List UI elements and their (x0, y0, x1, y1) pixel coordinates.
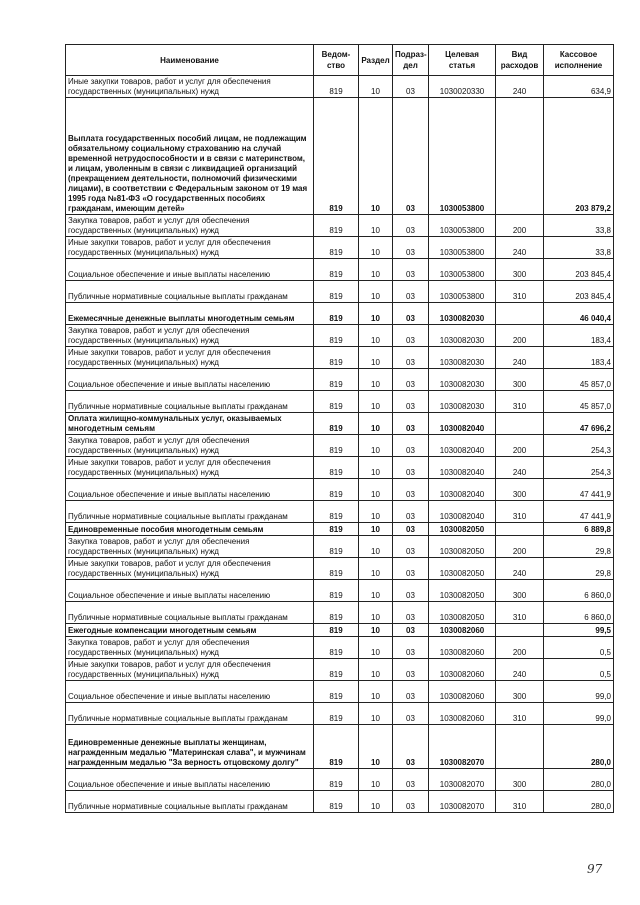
cell-vedomstvo: 819 (314, 624, 359, 637)
cell-name: Выплата государственных пособий лицам, не подлежащим обязательному социальному страхованию на случай временной нетрудоспособности и в связи с материнством, и лицам, уволенным в связи с ликвидацией организаций (прекращением деятельности, полномочий физическими лицами), в соответствии с Федеральным законом от 19 мая 1995 года №81-ФЗ «О государственных пособиях гражданам, имеющим детей» (66, 98, 314, 215)
cell-podrazdel: 03 (393, 281, 429, 303)
cell-podrazdel: 03 (393, 237, 429, 259)
cell-celevaya-statya: 1030082040 (429, 501, 496, 523)
cell-name: Социальное обеспечение и иные выплаты населению (66, 369, 314, 391)
cell-celevaya-statya: 1030082070 (429, 725, 496, 769)
cell-name: Иные закупки товаров, работ и услуг для обеспечения государственных (муниципальных) нужд (66, 237, 314, 259)
cell-celevaya-statya: 1030082060 (429, 624, 496, 637)
table-row (66, 457, 614, 479)
cell-kassovoe-ispolnenie: 183,4 (544, 347, 614, 369)
cell-vedomstvo: 819 (314, 259, 359, 281)
budget-table (65, 44, 614, 813)
cell-vid-rashodov (496, 98, 544, 215)
table-row (66, 215, 614, 237)
cell-razdel: 10 (359, 413, 393, 435)
cell-name: Закупка товаров, работ и услуг для обеспечения государственных (муниципальных) нужд (66, 325, 314, 347)
cell-name: Публичные нормативные социальные выплаты гражданам (66, 281, 314, 303)
header-vid-rashodov: Вид расходов (496, 45, 544, 76)
cell-podrazdel: 03 (393, 602, 429, 624)
cell-vid-rashodov: 240 (496, 76, 544, 98)
cell-razdel: 10 (359, 501, 393, 523)
cell-kassovoe-ispolnenie: 183,4 (544, 325, 614, 347)
cell-podrazdel: 03 (393, 791, 429, 813)
cell-name: Иные закупки товаров, работ и услуг для обеспечения государственных (муниципальных) нужд (66, 76, 314, 98)
cell-vedomstvo: 819 (314, 215, 359, 237)
cell-kassovoe-ispolnenie: 203 879,2 (544, 98, 614, 215)
cell-podrazdel: 03 (393, 303, 429, 325)
cell-podrazdel: 03 (393, 501, 429, 523)
cell-name: Ежемесячные денежные выплаты многодетным семьям (66, 303, 314, 325)
cell-celevaya-statya: 1030082060 (429, 637, 496, 659)
cell-razdel: 10 (359, 681, 393, 703)
cell-podrazdel: 03 (393, 681, 429, 703)
table-row (66, 347, 614, 369)
header-kassovoe-ispolnenie: Кассовое исполнение (544, 45, 614, 76)
table-row (66, 391, 614, 413)
cell-name: Социальное обеспечение и иные выплаты населению (66, 479, 314, 501)
table-row (66, 435, 614, 457)
cell-vedomstvo: 819 (314, 681, 359, 703)
cell-vedomstvo: 819 (314, 501, 359, 523)
cell-vedomstvo: 819 (314, 725, 359, 769)
cell-vedomstvo: 819 (314, 413, 359, 435)
cell-razdel: 10 (359, 558, 393, 580)
cell-vid-rashodov (496, 413, 544, 435)
cell-razdel: 10 (359, 303, 393, 325)
cell-vedomstvo: 819 (314, 703, 359, 725)
cell-kassovoe-ispolnenie: 6 860,0 (544, 580, 614, 602)
cell-name: Единовременные денежные выплаты женщинам, награжденным медалью "Материнская слава", и мужчинам награжденным медалью "За верность отцовскому долгу" (66, 725, 314, 769)
cell-celevaya-statya: 1030053800 (429, 237, 496, 259)
cell-name: Иные закупки товаров, работ и услуг для обеспечения государственных (муниципальных) нужд (66, 347, 314, 369)
cell-kassovoe-ispolnenie: 47 441,9 (544, 479, 614, 501)
cell-vedomstvo: 819 (314, 479, 359, 501)
cell-razdel: 10 (359, 624, 393, 637)
cell-kassovoe-ispolnenie: 6 860,0 (544, 602, 614, 624)
cell-kassovoe-ispolnenie: 99,0 (544, 703, 614, 725)
cell-vedomstvo: 819 (314, 769, 359, 791)
cell-celevaya-statya: 1030082050 (429, 558, 496, 580)
cell-vid-rashodov: 200 (496, 215, 544, 237)
cell-celevaya-statya: 1030082050 (429, 523, 496, 536)
cell-razdel: 10 (359, 602, 393, 624)
cell-vid-rashodov (496, 725, 544, 769)
cell-podrazdel: 03 (393, 725, 429, 769)
cell-vedomstvo: 819 (314, 558, 359, 580)
cell-podrazdel: 03 (393, 413, 429, 435)
cell-vedomstvo: 819 (314, 523, 359, 536)
cell-razdel: 10 (359, 215, 393, 237)
table-row (66, 558, 614, 580)
cell-podrazdel: 03 (393, 703, 429, 725)
header-vedomstvo: Ведом-ство (314, 45, 359, 76)
cell-razdel: 10 (359, 536, 393, 558)
cell-celevaya-statya: 1030082040 (429, 413, 496, 435)
header-celevaya-statya: Целевая статья (429, 45, 496, 76)
cell-celevaya-statya: 1030082030 (429, 347, 496, 369)
cell-vid-rashodov: 240 (496, 659, 544, 681)
cell-razdel: 10 (359, 391, 393, 413)
cell-kassovoe-ispolnenie: 47 441,9 (544, 501, 614, 523)
cell-kassovoe-ispolnenie: 634,9 (544, 76, 614, 98)
cell-vid-rashodov: 300 (496, 259, 544, 281)
table-row (66, 725, 614, 769)
table-row (66, 303, 614, 325)
cell-vedomstvo: 819 (314, 325, 359, 347)
cell-podrazdel: 03 (393, 369, 429, 391)
cell-podrazdel: 03 (393, 558, 429, 580)
cell-vedomstvo: 819 (314, 659, 359, 681)
cell-razdel: 10 (359, 580, 393, 602)
cell-name: Социальное обеспечение и иные выплаты населению (66, 769, 314, 791)
table-row (66, 413, 614, 435)
cell-vid-rashodov: 240 (496, 457, 544, 479)
table-body (66, 76, 614, 813)
cell-celevaya-statya: 1030082030 (429, 303, 496, 325)
cell-razdel: 10 (359, 76, 393, 98)
cell-razdel: 10 (359, 703, 393, 725)
cell-vid-rashodov: 300 (496, 369, 544, 391)
cell-vid-rashodov: 200 (496, 435, 544, 457)
cell-vid-rashodov: 310 (496, 281, 544, 303)
table-row (66, 501, 614, 523)
table-header-row (66, 45, 614, 76)
cell-vid-rashodov: 240 (496, 237, 544, 259)
cell-razdel: 10 (359, 479, 393, 501)
cell-vedomstvo: 819 (314, 281, 359, 303)
cell-razdel: 10 (359, 523, 393, 536)
cell-name: Социальное обеспечение и иные выплаты населению (66, 259, 314, 281)
cell-podrazdel: 03 (393, 325, 429, 347)
cell-celevaya-statya: 1030082040 (429, 479, 496, 501)
cell-kassovoe-ispolnenie: 29,8 (544, 536, 614, 558)
cell-kassovoe-ispolnenie: 45 857,0 (544, 391, 614, 413)
cell-podrazdel: 03 (393, 457, 429, 479)
cell-podrazdel: 03 (393, 536, 429, 558)
table-row (66, 602, 614, 624)
cell-name: Социальное обеспечение и иные выплаты населению (66, 580, 314, 602)
cell-vid-rashodov: 200 (496, 536, 544, 558)
cell-name: Иные закупки товаров, работ и услуг для обеспечения государственных (муниципальных) нужд (66, 558, 314, 580)
cell-vedomstvo: 819 (314, 369, 359, 391)
cell-razdel: 10 (359, 457, 393, 479)
cell-kassovoe-ispolnenie: 0,5 (544, 659, 614, 681)
table-row (66, 523, 614, 536)
table-row (66, 624, 614, 637)
table-row (66, 325, 614, 347)
cell-name: Иные закупки товаров, работ и услуг для обеспечения государственных (муниципальных) нужд (66, 457, 314, 479)
cell-podrazdel: 03 (393, 259, 429, 281)
cell-vid-rashodov: 310 (496, 791, 544, 813)
cell-name: Публичные нормативные социальные выплаты гражданам (66, 703, 314, 725)
cell-podrazdel: 03 (393, 347, 429, 369)
cell-vid-rashodov: 240 (496, 347, 544, 369)
cell-name: Закупка товаров, работ и услуг для обеспечения государственных (муниципальных) нужд (66, 215, 314, 237)
cell-vedomstvo: 819 (314, 637, 359, 659)
cell-celevaya-statya: 1030082040 (429, 457, 496, 479)
table-row (66, 98, 614, 215)
cell-vedomstvo: 819 (314, 580, 359, 602)
cell-vid-rashodov (496, 303, 544, 325)
cell-celevaya-statya: 1030082040 (429, 435, 496, 457)
cell-name: Оплата жилищно-коммунальных услуг, оказываемых многодетным семьям (66, 413, 314, 435)
cell-kassovoe-ispolnenie: 280,0 (544, 769, 614, 791)
cell-vid-rashodov: 310 (496, 602, 544, 624)
header-podrazdel: Подраз-дел (393, 45, 429, 76)
cell-vedomstvo: 819 (314, 457, 359, 479)
cell-name: Закупка товаров, работ и услуг для обеспечения государственных (муниципальных) нужд (66, 435, 314, 457)
cell-podrazdel: 03 (393, 215, 429, 237)
table-row (66, 681, 614, 703)
cell-podrazdel: 03 (393, 76, 429, 98)
cell-podrazdel: 03 (393, 479, 429, 501)
cell-celevaya-statya: 1030053800 (429, 259, 496, 281)
cell-razdel: 10 (359, 325, 393, 347)
cell-podrazdel: 03 (393, 624, 429, 637)
cell-vedomstvo: 819 (314, 303, 359, 325)
cell-kassovoe-ispolnenie: 254,3 (544, 457, 614, 479)
cell-vid-rashodov: 310 (496, 501, 544, 523)
cell-vid-rashodov: 300 (496, 681, 544, 703)
cell-podrazdel: 03 (393, 580, 429, 602)
cell-vid-rashodov: 200 (496, 637, 544, 659)
cell-vedomstvo: 819 (314, 98, 359, 215)
cell-vid-rashodov: 300 (496, 479, 544, 501)
cell-razdel: 10 (359, 347, 393, 369)
cell-vedomstvo: 819 (314, 76, 359, 98)
cell-vedomstvo: 819 (314, 435, 359, 457)
header-name: Наименование (66, 45, 314, 76)
cell-celevaya-statya: 1030082060 (429, 659, 496, 681)
cell-vedomstvo: 819 (314, 237, 359, 259)
cell-razdel: 10 (359, 435, 393, 457)
cell-vedomstvo: 819 (314, 791, 359, 813)
cell-vid-rashodov: 300 (496, 769, 544, 791)
page-number: 97 (587, 862, 603, 876)
table-row (66, 703, 614, 725)
cell-celevaya-statya: 1030053800 (429, 281, 496, 303)
cell-razdel: 10 (359, 369, 393, 391)
cell-celevaya-statya: 1030082060 (429, 703, 496, 725)
header-razdel: Раздел (359, 45, 393, 76)
cell-razdel: 10 (359, 281, 393, 303)
cell-name: Иные закупки товаров, работ и услуг для обеспечения государственных (муниципальных) нужд (66, 659, 314, 681)
cell-vid-rashodov: 200 (496, 325, 544, 347)
cell-kassovoe-ispolnenie: 280,0 (544, 791, 614, 813)
cell-name: Единовременные пособия многодетным семьям (66, 523, 314, 536)
cell-vedomstvo: 819 (314, 391, 359, 413)
cell-razdel: 10 (359, 791, 393, 813)
cell-vid-rashodov: 310 (496, 391, 544, 413)
table-row (66, 281, 614, 303)
cell-vid-rashodov: 310 (496, 703, 544, 725)
cell-kassovoe-ispolnenie: 29,8 (544, 558, 614, 580)
cell-celevaya-statya: 1030082070 (429, 769, 496, 791)
cell-celevaya-statya: 1030082070 (429, 791, 496, 813)
cell-razdel: 10 (359, 98, 393, 215)
cell-razdel: 10 (359, 725, 393, 769)
cell-name: Социальное обеспечение и иные выплаты населению (66, 681, 314, 703)
table-row (66, 791, 614, 813)
cell-celevaya-statya: 1030082060 (429, 681, 496, 703)
cell-kassovoe-ispolnenie: 203 845,4 (544, 281, 614, 303)
table-row (66, 369, 614, 391)
cell-podrazdel: 03 (393, 637, 429, 659)
cell-vid-rashodov (496, 523, 544, 536)
cell-vedomstvo: 819 (314, 347, 359, 369)
cell-kassovoe-ispolnenie: 33,8 (544, 215, 614, 237)
cell-celevaya-statya: 1030082050 (429, 602, 496, 624)
cell-kassovoe-ispolnenie: 203 845,4 (544, 259, 614, 281)
cell-name: Публичные нормативные социальные выплаты гражданам (66, 391, 314, 413)
cell-razdel: 10 (359, 659, 393, 681)
cell-celevaya-statya: 1030053800 (429, 215, 496, 237)
cell-kassovoe-ispolnenie: 99,5 (544, 624, 614, 637)
cell-celevaya-statya: 1030082050 (429, 580, 496, 602)
cell-kassovoe-ispolnenie: 99,0 (544, 681, 614, 703)
cell-podrazdel: 03 (393, 435, 429, 457)
cell-name: Ежегодные компенсации многодетным семьям (66, 624, 314, 637)
cell-name: Закупка товаров, работ и услуг для обеспечения государственных (муниципальных) нужд (66, 536, 314, 558)
table-row (66, 580, 614, 602)
cell-razdel: 10 (359, 259, 393, 281)
cell-celevaya-statya: 1030082030 (429, 325, 496, 347)
table-row (66, 259, 614, 281)
cell-celevaya-statya: 1030082030 (429, 391, 496, 413)
table-row (66, 76, 614, 98)
cell-celevaya-statya: 1030020330 (429, 76, 496, 98)
cell-kassovoe-ispolnenie: 45 857,0 (544, 369, 614, 391)
cell-kassovoe-ispolnenie: 33,8 (544, 237, 614, 259)
table-row (66, 637, 614, 659)
cell-kassovoe-ispolnenie: 254,3 (544, 435, 614, 457)
cell-celevaya-statya: 1030082030 (429, 369, 496, 391)
cell-celevaya-statya: 1030053800 (429, 98, 496, 215)
cell-podrazdel: 03 (393, 659, 429, 681)
cell-vid-rashodov (496, 624, 544, 637)
cell-podrazdel: 03 (393, 391, 429, 413)
cell-razdel: 10 (359, 769, 393, 791)
table-row (66, 659, 614, 681)
cell-name: Публичные нормативные социальные выплаты гражданам (66, 501, 314, 523)
cell-vid-rashodov: 300 (496, 580, 544, 602)
cell-kassovoe-ispolnenie: 0,5 (544, 637, 614, 659)
cell-name: Публичные нормативные социальные выплаты гражданам (66, 791, 314, 813)
cell-vedomstvo: 819 (314, 602, 359, 624)
cell-name: Публичные нормативные социальные выплаты гражданам (66, 602, 314, 624)
table-row (66, 769, 614, 791)
table-row (66, 479, 614, 501)
cell-podrazdel: 03 (393, 769, 429, 791)
cell-celevaya-statya: 1030082050 (429, 536, 496, 558)
cell-name: Закупка товаров, работ и услуг для обеспечения государственных (муниципальных) нужд (66, 637, 314, 659)
cell-kassovoe-ispolnenie: 47 696,2 (544, 413, 614, 435)
cell-podrazdel: 03 (393, 98, 429, 215)
cell-kassovoe-ispolnenie: 6 889,8 (544, 523, 614, 536)
table-row (66, 536, 614, 558)
table-row (66, 237, 614, 259)
cell-vedomstvo: 819 (314, 536, 359, 558)
cell-vid-rashodov: 240 (496, 558, 544, 580)
cell-kassovoe-ispolnenie: 280,0 (544, 725, 614, 769)
cell-podrazdel: 03 (393, 523, 429, 536)
cell-razdel: 10 (359, 237, 393, 259)
cell-kassovoe-ispolnenie: 46 040,4 (544, 303, 614, 325)
cell-razdel: 10 (359, 637, 393, 659)
